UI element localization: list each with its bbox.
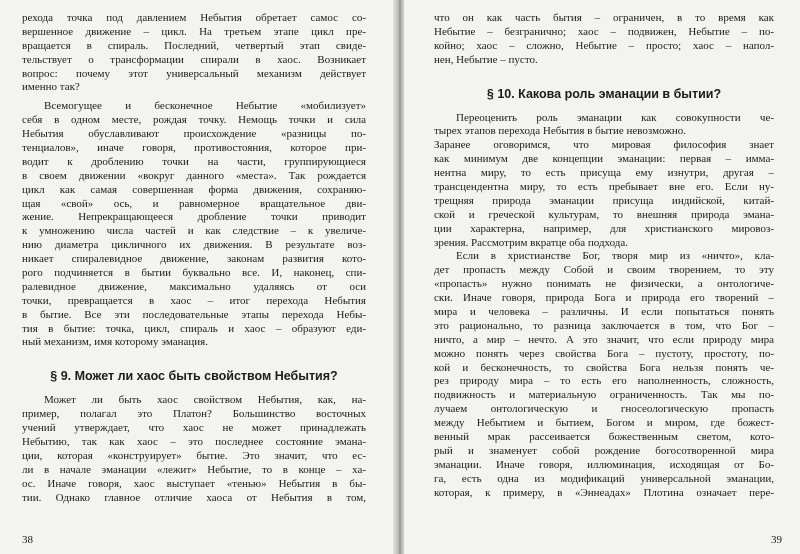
text-line: в бытие. Все эти последовательные этапы перехода Небы- [22,308,366,321]
text-line: тельствует о трансформации спирали в хаос. Возникает [22,53,366,66]
text-line: вопрос: почему этот универсальный механизм действует [22,67,366,80]
page-number-left: 38 [22,534,33,546]
text-line: эманации. Иначе говоря, иллюминация, исходящая от Бо- [434,458,774,471]
text-line: Заранее оговоримся, что мировая философия знает [434,139,774,152]
text-line: га, есть одна из модификаций универсальной эманации, [434,472,774,485]
paragraph-chaos-contrast [434,12,774,68]
text-line: ции характерна, например, для христианского мировоз- [434,222,774,235]
text-line: ный механизм, имя которому эманация. [22,336,208,349]
text-line: которая, к примеру, в «Эннеадах» Плотина означает пере- [434,486,774,499]
section-heading-10: § 10. Какова роль эманации в бытии? [486,86,722,101]
text-line: можно понять через свойства Бога – пустоту, простоту, по- [434,347,774,360]
left-page-text [22,12,366,506]
text-line: водит к дроблению точки на части, группирующиеся [22,155,366,168]
text-line: трансцендентна миру, то есть пребывает вне его. Если ну- [434,181,774,194]
text-line: Небытие – безгранично; хаос – подвижен, Небытие – по- [434,25,774,38]
text-line: тенциалов», иначе говоря, противостояния, которое при- [22,142,366,155]
paragraph-transition-stages [22,12,366,95]
text-line: это рационально, то разница заключается в том, что Бог – [434,319,774,332]
paragraph-emanation-mechanism [22,100,366,350]
text-line: венный мрак рассеивается божественным светом, кото- [434,431,774,444]
text-line: что он как часть бытия – ограничен, в то время как [434,12,774,24]
right-page-text [434,12,774,501]
text-line: рого подчиняется в бытии буквально все. И, наконец, спи- [22,267,366,280]
text-line: кой и бесконечность, то свойства Бога нельзя понять че- [434,361,774,374]
text-line: Если в христианстве Бог, творя мир из «ничто», кла- [456,250,774,263]
text-line: рез природу мира – то есть его наполненность, сложность, [434,375,774,388]
text-line: рый и знаменует собой рождение богосотворенной мира [434,444,774,457]
text-line: ской и греческой культурам, то внешняя природа эмана- [434,208,774,221]
paragraph-emanation-role [434,112,774,251]
text-line: ски. Иначе говоря, природа Бога и природа его творений – [434,292,774,305]
text-line: нентна миру, то есть присуща ему изнутри, другая – [434,167,774,180]
text-line: ралевидное движение, максимально удаляясь от оси [22,280,366,293]
text-line: Может ли быть хаос свойством Небытия, как, на- [44,394,366,407]
text-line: подвижность и материальную ограниченность. Так мы по- [434,389,774,402]
text-line: как минимум две концепции эманации: первая – имма- [434,153,774,166]
text-line: вращается в спираль. Последний, четвертый этап свиде- [22,39,366,52]
text-line: точки, превращается в хаос – итог перехода Небытия [22,294,366,307]
text-line: лучаем онтологическую и гносеологическую пропасть [434,403,774,416]
text-line: жение. Непрекращающееся дробление точки приводит [22,211,366,224]
text-line: тырех этапов перехода Небытия в бытие невозможно. [434,125,686,138]
text-line: ли в начале эманации «лежит» Небытие, то в конце – ха- [22,463,366,476]
text-line: между Небытием и бытием, Богом и миром, где божест- [434,417,774,430]
text-line: мира и человека – различны. И если попытаться понять [434,306,774,319]
text-line: Небытия обуславливают происхождение «разницы по- [22,128,366,141]
text-line: трещняя природа эманации присуща индийской, китай- [434,194,774,207]
text-line: рехода точка под давлением Небытия обретает самос со- [22,12,366,24]
page-number-right: 39 [771,534,782,546]
section-heading-9: § 9. Может ли хаос быть свойством Небытия? [50,369,338,384]
text-line: тии. Однако главное отличие хаоса от Небытия в том, [22,491,366,504]
text-line: никает спиралевидное движение, законам развития кото- [22,253,366,266]
text-line: себя в одном месте, рождая точку. Немощь точки и сила [22,114,366,127]
text-line: к умножению числа частей и как следствие – к увеличе- [22,225,366,238]
text-line: дет пропасть между Собой и своим творением, то эту [434,264,774,277]
text-line: пример, полагал это Платон? Большинство восточных [22,408,366,421]
text-line: ос. Иначе говоря, хаос выступает «тенью» Небытия в бы- [22,477,366,490]
text-line: щая «свой» ось, и равномерное вращательное дви- [22,197,366,210]
text-line: ничто, а мир – нечто. А это значит, что если природу мира [434,333,774,346]
text-line: Всемогущее и бесконечное Небытие «мобилизует» [44,100,366,113]
text-line: ции, которая «конструирует» бытие. Это значит, что ес- [22,449,366,462]
right-page [404,0,800,554]
paragraph-christianity [434,250,774,500]
text-line: Переоценить роль эманации как совокупности че- [456,111,774,124]
left-page [0,0,396,554]
text-line: койно; хаос – сложно, Небытие – просто; хаос – напол- [434,39,774,52]
text-line: в своем движении «вокруг данного «места». Так рождается [22,169,366,182]
text-line: цикл как самая совершенная форма движения, сохраняю- [22,183,366,196]
text-line: Небытию, так как хаос – это последнее состояние эмана- [22,436,366,449]
text-line: именно так? [22,81,80,94]
text-line: «пропасть» нужно понимать не физически, а онтологиче- [434,278,774,291]
text-line: учений утверждает, что хаос не может принадлежать [22,422,366,435]
text-line: тия в бытие: точка, цикл, спираль и хаос – образуют еди- [22,322,366,335]
text-line: зрения. Рассмотрим вкратце оба подхода. [434,236,629,249]
text-line: вершенное движение – цикл. На третьем этапе цикл пре- [22,25,366,38]
text-line: нию диаметра цикличного их движения. В результате воз- [22,239,366,252]
paragraph-chaos-property [22,394,366,505]
text-line: нен, Небытие – пусто. [434,53,538,66]
